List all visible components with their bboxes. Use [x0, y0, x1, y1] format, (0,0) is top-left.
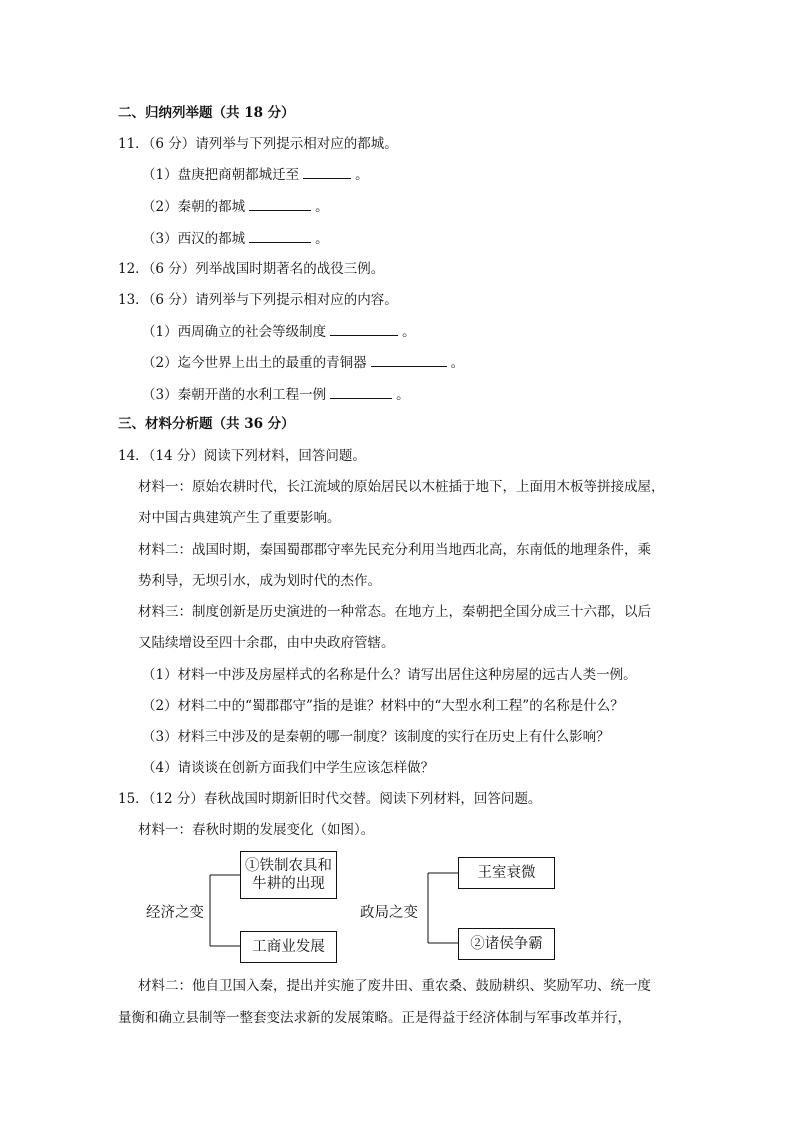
diagram-box-royal-decline: 王室衰微	[458, 857, 555, 889]
section2-heading: 二、归纳列举题（共 18 分）	[118, 105, 295, 121]
q12-stem: 12．（6 分）列举战国时期著名的战役三例。	[118, 261, 385, 277]
diagram-box-iron-tools-line1: ①铁制农具和	[245, 858, 332, 874]
q11-item-1-tail: 。	[355, 167, 369, 183]
diagram-box-hegemony: ②诸侯争霸	[458, 928, 555, 960]
q14-material1-line2: 对中国古典建筑产生了重要影响。	[138, 510, 341, 526]
q15-stem: 15．（12 分）春秋战国时期新旧时代交替。阅读下列材料，回答问题。	[118, 791, 542, 807]
q13-item-1-text: （1）西周确立的社会等级制度	[142, 324, 327, 340]
q11-item-2-text: （2）秦朝的都城	[142, 199, 246, 215]
diagram-economy-label: 经济之变	[146, 905, 204, 921]
q11-item-3-tail: 。	[315, 231, 329, 247]
q15-material2-line2: 量衡和确立县制等一整套变法求新的发展策略。正是得益于经济体制与军事改革并行，	[118, 1010, 631, 1026]
q15-material2-line1: 材料二：他自卫国入秦，提出并实施了废井田、重农桑、鼓励耕织、奖励军功、统一度	[138, 978, 651, 994]
q14-sub4: （4）请谈谈在创新方面我们中学生应该怎样做？	[142, 760, 435, 776]
q14-material2-line2: 势利导，无坝引水，成为划时代的杰作。	[138, 573, 381, 589]
q13-item-2-tail: 。	[450, 355, 465, 371]
q14-sub3: （3）材料三中涉及的是秦朝的哪一制度？该制度的实行在历史上有什么影响？	[142, 729, 610, 745]
q11-item-3-text: （3）西汉的都城	[142, 231, 246, 247]
q13-item-2-text: （2）迄今世界上出土的最重的青铜器	[142, 355, 367, 371]
q11-item-1-text: （1）盘庚把商朝都城迁至	[142, 167, 300, 183]
q11-stem: 11．（6 分）请列举与下列提示相对应的都城。	[118, 136, 398, 152]
diagram-politics-label: 政局之变	[360, 905, 418, 921]
q13-item-3-text: （3）秦朝开凿的水利工程一例	[142, 387, 327, 403]
q14-stem: 14．（14 分）阅读下列材料，回答问题。	[118, 448, 366, 464]
q14-material2-line1: 材料二：战国时期，秦国蜀郡郡守率先民充分利用当地西北高，东南低的地理条件，乘	[138, 542, 651, 558]
q11-item-2-tail: 。	[315, 199, 329, 215]
q14-sub1: （1）材料一中涉及房屋样式的名称是什么？请写出居住这种房屋的远古人类一例。	[142, 667, 637, 683]
q14-material1-line1: 材料一：原始农耕时代，长江流域的原始居民以木桩插于地下，上面用木板等拼接成屋，	[138, 479, 665, 495]
q14-sub2: （2）材料二中的“蜀郡郡守”指的是谁？材料中的“大型水利工程”的名称是什么？	[142, 698, 624, 714]
q15-material1: 材料一：春秋时期的发展变化（如图）。	[138, 822, 375, 838]
q14-material3-line1: 材料三：制度创新是历史演进的一种常态。在地方上，秦朝把全国分成三十六郡，以后	[138, 604, 651, 620]
q13-stem: 13．（6 分）请列举与下列提示相对应的内容。	[118, 292, 398, 308]
diagram-box-iron-tools	[240, 851, 337, 899]
section3-heading: 三、材料分析题（共 36 分）	[118, 416, 295, 432]
q14-material3-line2: 又陆续增设至四十余郡，由中央政府管辖。	[138, 635, 395, 651]
diagram-box-commerce: 工商业发展	[240, 931, 337, 963]
q13-item-3-tail: 。	[396, 387, 410, 403]
diagram-box-iron-tools-line2: 牛耕的出现	[252, 876, 325, 892]
q13-item-1-tail: 。	[402, 324, 416, 340]
